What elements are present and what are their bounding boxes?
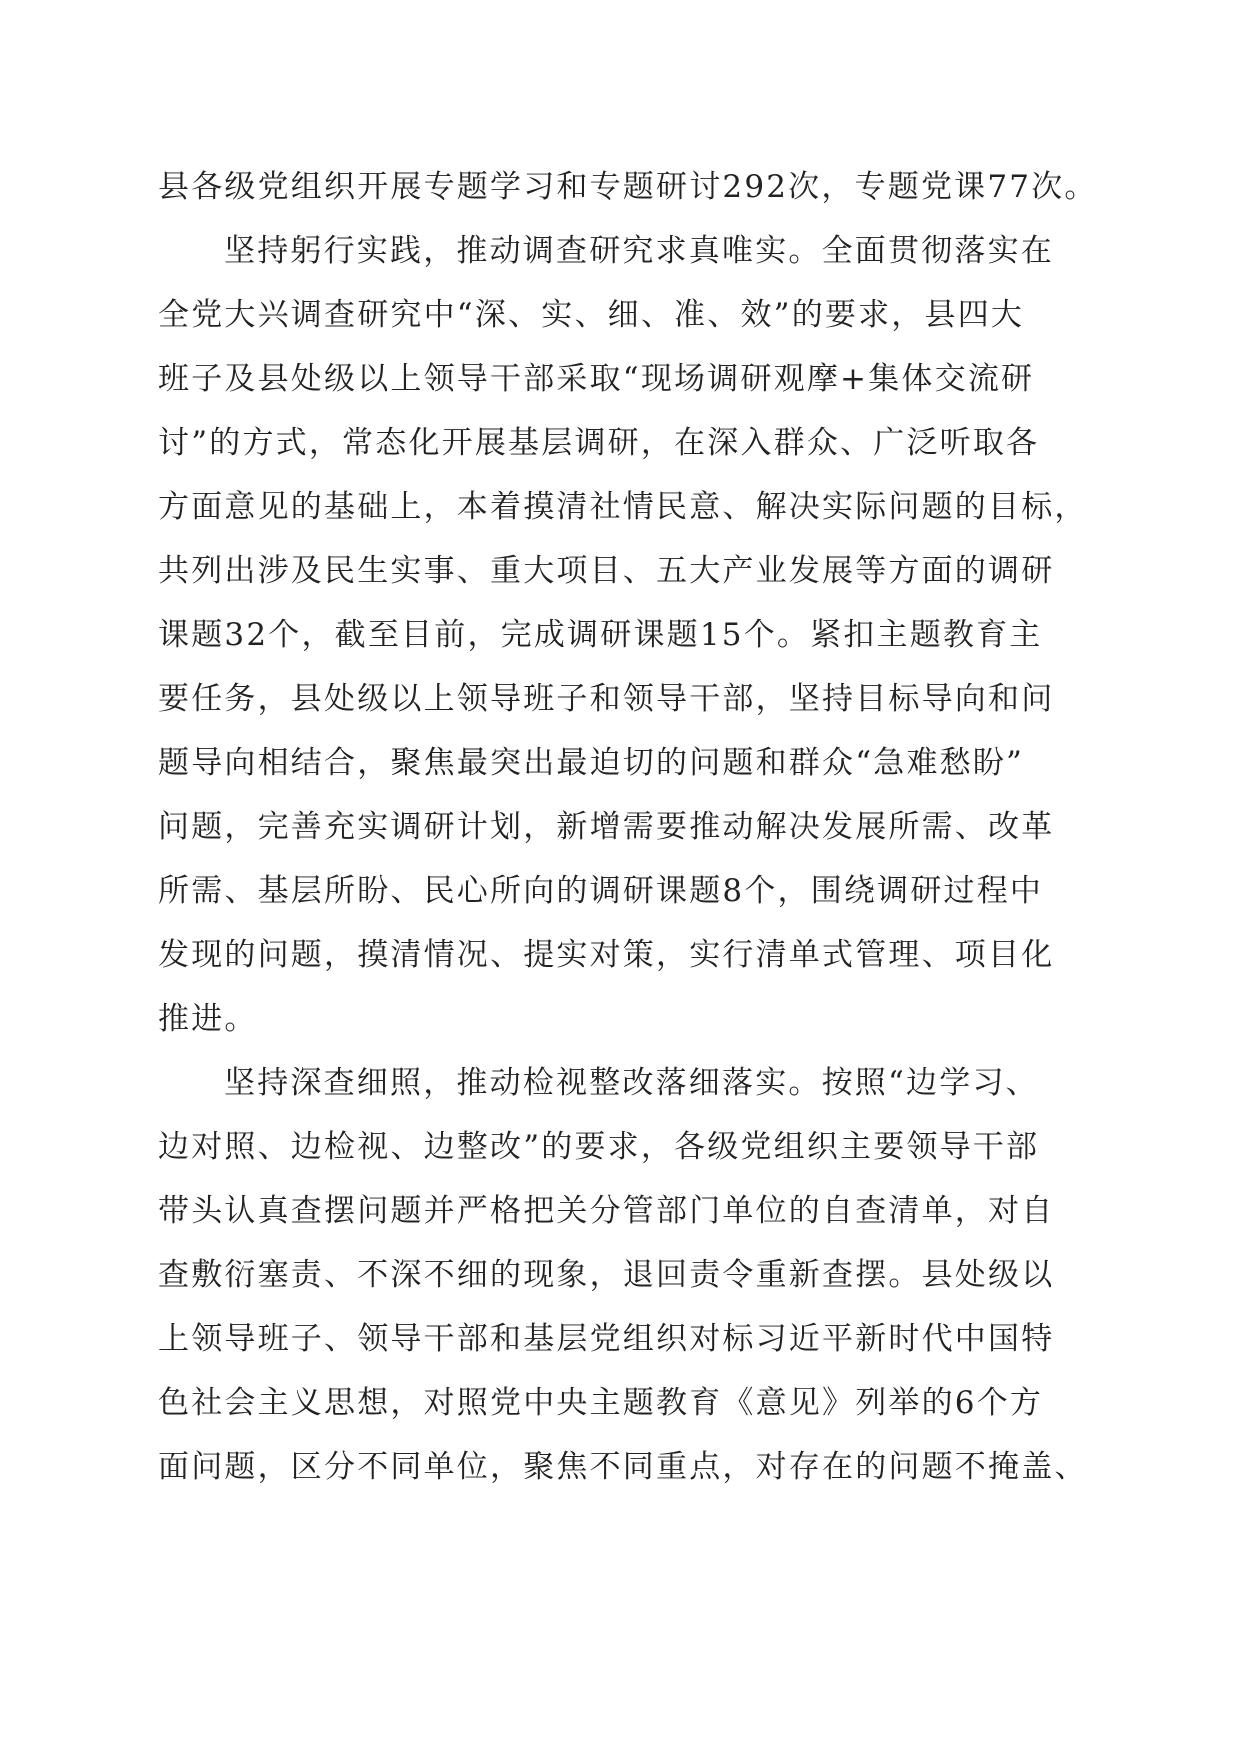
paragraph-start-line: 坚持躬行实践，推动调查研究求真唯实。全面贯彻落实在 [224, 233, 1054, 269]
text-line: 发现的问题，摸清情况、提实对策，实行清单式管理、项目化 [158, 937, 1055, 973]
text-line: 讨”的方式，常态化开展基层调研，在深入群众、广泛听取各 [158, 425, 1040, 461]
text-line: 推进。 [158, 1001, 258, 1037]
paragraph-start-line: 坚持深查细照，推动检视整改落细落实。按照“边学习、 [224, 1065, 1039, 1101]
text-line: 县各级党组织开展专题学习和专题研讨292次，专题党课77次。 [158, 169, 1098, 205]
text-line: 题导向相结合，聚焦最突出最迫切的问题和群众“急难愁盼” [158, 745, 1025, 781]
text-line: 查敷衍塞责、不深不细的现象，退回责令重新查摆。县处级以 [158, 1257, 1055, 1293]
text-line: 班子及县处级以上领导干部采取“现场调研观摩+集体交流研 [158, 361, 1035, 397]
text-line: 问题，完善充实调研计划，新增需要推动解决发展所需、改革 [158, 809, 1055, 845]
text-line: 带头认真查摆问题并严格把关分管部门单位的自查清单，对自 [158, 1193, 1055, 1229]
text-line: 所需、基层所盼、民心所向的调研课题8个，围绕调研过程中 [158, 873, 1044, 909]
text-line: 上领导班子、领导干部和基层党组织对标习近平新时代中国特 [158, 1321, 1055, 1357]
text-line: 色社会主义思想，对照党中央主题教育《意见》列举的6个方 [158, 1385, 1044, 1421]
text-line: 共列出涉及民生实事、重大项目、五大产业发展等方面的调研 [158, 553, 1055, 589]
text-line: 面问题，区分不同单位，聚焦不同重点，对存在的问题不掩盖、 [158, 1449, 1088, 1485]
body-text [158, 155, 1098, 1499]
text-line: 全党大兴调查研究中“深、实、细、准、效”的要求，县四大 [158, 297, 1025, 333]
text-line: 方面意见的基础上，本着摸清社情民意、解决实际问题的目标， [158, 489, 1088, 525]
text-line: 边对照、边检视、边整改”的要求，各级党组织主要领导干部 [158, 1129, 1040, 1165]
text-line: 课题32个，截至目前，完成调研课题15个。紧扣主题教育主 [158, 617, 1043, 653]
text-line: 要任务，县处级以上领导班子和领导干部，坚持目标导向和问 [158, 681, 1055, 717]
